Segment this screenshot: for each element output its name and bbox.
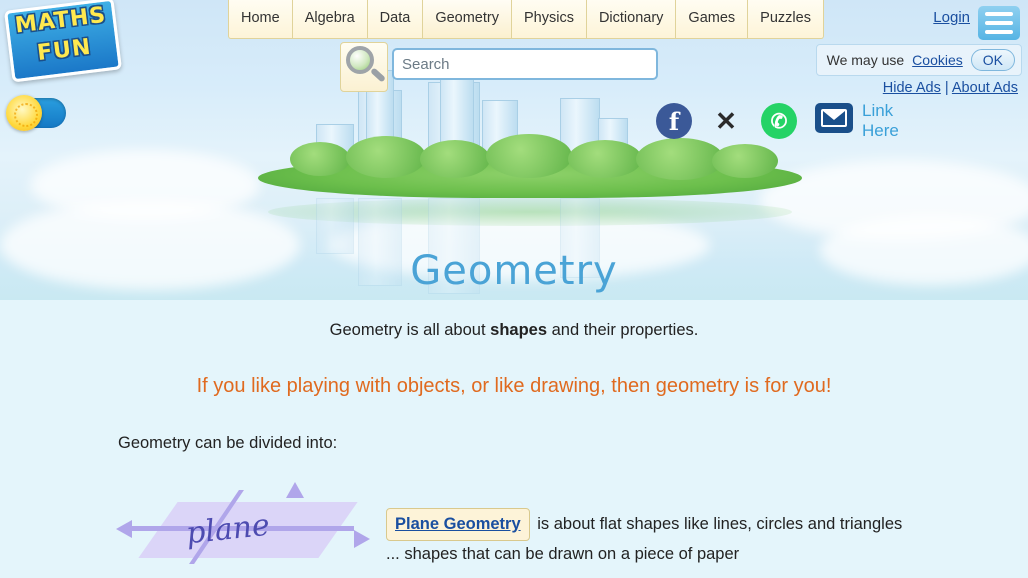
nav-item-physics[interactable]: Physics [511, 0, 586, 39]
plane-arrow-up [286, 482, 304, 498]
ad-links-separator: | [944, 80, 949, 96]
magnifier-lens [346, 46, 374, 74]
main-navigation[interactable] [228, 0, 824, 39]
plane-geometry-illustration [118, 486, 368, 576]
intro-after: and their properties. [547, 321, 699, 339]
bush [420, 140, 490, 178]
intro-before: Geometry is all about [329, 321, 491, 339]
cookie-text: We may use [826, 52, 905, 68]
bush [636, 138, 724, 180]
hamburger-bar [985, 30, 1013, 34]
bush [486, 134, 572, 178]
nav-item-algebra[interactable]: Algebra [292, 0, 367, 39]
logo-line-1: MATHS [13, 2, 108, 39]
search-input[interactable] [392, 48, 658, 80]
nav-item-geometry[interactable]: Geometry [422, 0, 511, 39]
search-bar[interactable] [340, 40, 658, 88]
site-logo[interactable] [4, 0, 122, 82]
cookie-ok-button[interactable]: OK [971, 49, 1015, 71]
cookies-link[interactable]: Cookies [912, 52, 963, 68]
theme-toggle[interactable] [8, 98, 66, 128]
login-link[interactable]: Login [933, 9, 970, 26]
plane-arrow-left [116, 520, 132, 538]
magnifier-handle [370, 67, 386, 82]
plane-description-text: is about flat shapes like lines, circles and triangles ... shapes that can be drawn on a piece of paper [386, 515, 903, 563]
building-reflection [316, 198, 354, 254]
about-ads-link[interactable]: About Ads [951, 80, 1018, 96]
ad-links[interactable] [883, 80, 1018, 96]
hamburger-bar [985, 12, 1013, 16]
link-here-label[interactable] [862, 101, 899, 141]
plane-arrow-right [354, 530, 370, 548]
plane-geometry-description [386, 508, 906, 568]
intro-bold: shapes [490, 321, 548, 339]
cookie-notice[interactable] [816, 44, 1022, 76]
facebook-icon[interactable]: f [656, 103, 692, 139]
sun-icon [6, 95, 42, 131]
logo-line-2: FUN [35, 34, 93, 67]
bush [568, 140, 642, 178]
envelope-shape [821, 109, 847, 127]
hamburger-icon[interactable] [978, 6, 1020, 40]
email-icon[interactable] [815, 103, 853, 133]
bush [712, 144, 778, 178]
x-twitter-icon[interactable]: ✕ [715, 105, 737, 136]
link-here-line-2: Here [862, 121, 899, 140]
bush [290, 142, 350, 176]
nav-item-games[interactable]: Games [675, 0, 747, 39]
nav-item-data[interactable]: Data [367, 0, 423, 39]
hamburger-bar [985, 21, 1013, 25]
plane-geometry-link[interactable]: Plane Geometry [386, 508, 530, 541]
magnifier-icon[interactable] [340, 42, 386, 88]
whatsapp-icon[interactable]: ✆ [761, 103, 797, 139]
link-here-line-1: Link [862, 101, 894, 120]
divided-into-label: Geometry can be divided into: [118, 434, 338, 452]
plane-word-label: plane [184, 507, 272, 552]
bush [346, 136, 426, 178]
nav-item-home[interactable]: Home [228, 0, 292, 39]
nav-item-dictionary[interactable]: Dictionary [586, 0, 675, 39]
hide-ads-link[interactable]: Hide Ads [882, 80, 941, 96]
highlight-sentence: If you like playing with objects, or like drawing, then geometry is for you! [196, 375, 832, 397]
intro-sentence [0, 321, 1028, 340]
nav-item-puzzles[interactable]: Puzzles [747, 0, 824, 39]
page-title: Geometry [410, 248, 618, 294]
